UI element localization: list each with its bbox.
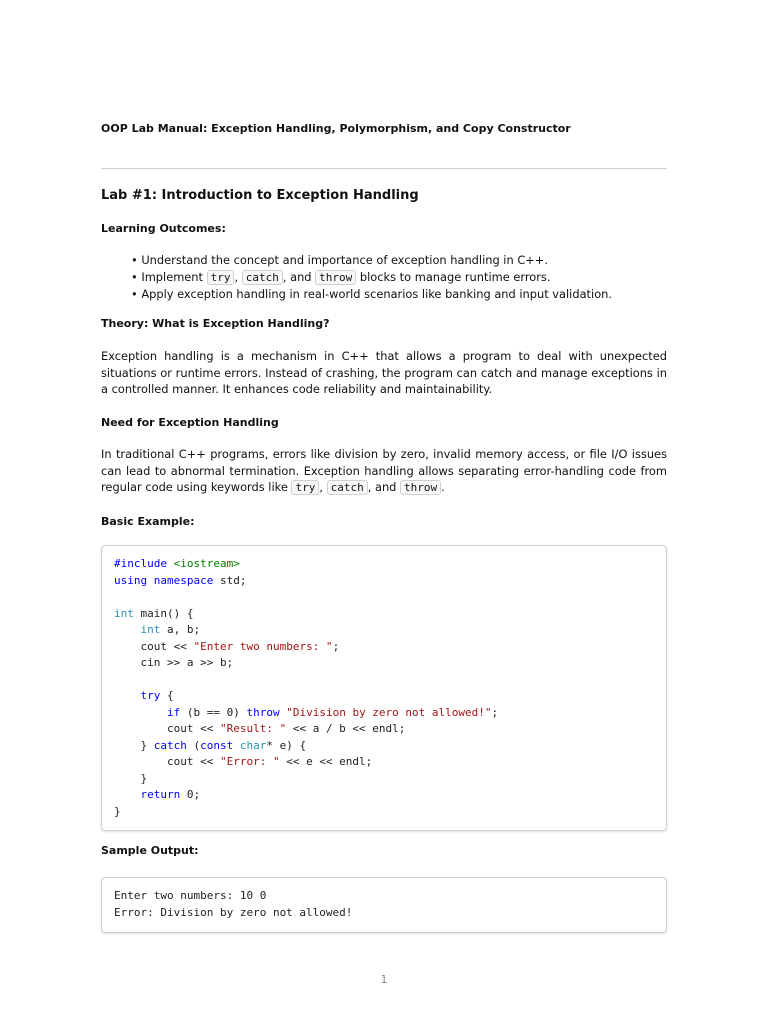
output-line: Enter two numbers: 10 0 <box>114 889 267 902</box>
learning-outcomes-heading: Learning Outcomes: <box>101 222 226 235</box>
inline-code-catch: catch <box>327 480 368 495</box>
page-number: 1 <box>380 973 388 986</box>
inline-code-catch: catch <box>242 270 283 285</box>
lab-heading: Lab #1: Introduction to Exception Handling <box>101 188 419 203</box>
title-divider <box>101 168 667 169</box>
list-item: • Implement try , catch , and throw blocks to manage runtime errors. <box>131 269 551 284</box>
basic-example-heading: Basic Example: <box>101 515 195 528</box>
code-block: #include <iostream> using namespace std; int main() { int a, b; cout << "Enter two numbers: "; cin >> a >> b; try { if (b == 0) throw "Division by zero not allowed!"; cout << "Result: " << a / b << endl; } catch (const char* e) { cout << "Error: " << e << endl; } return 0; } <box>101 545 667 831</box>
need-paragraph: In traditional C++ programs, errors like division by zero, invalid memory access, or file I/O issues can lead to abnormal termination. Exception handling allows separating error-handling code from regular code using keywords like try , catch , and throw . <box>101 447 667 494</box>
output-line: Error: Division by zero not allowed! <box>114 905 353 919</box>
theory-heading: Theory: What is Exception Handling? <box>101 317 330 330</box>
need-heading: Need for Exception Handling <box>101 416 279 429</box>
output-block <box>101 877 667 933</box>
list-item: • Apply exception handling in real-world scenarios like banking and input validation. <box>131 287 612 301</box>
inline-code-throw: throw <box>315 270 356 285</box>
list-item: • Understand the concept and importance of exception handling in C++. <box>131 253 548 267</box>
inline-code-throw: throw <box>400 480 441 495</box>
theory-paragraph: Exception handling is a mechanism in C++ that allows a program to deal with unexpected situations or runtime errors. Instead of crashing, the program can catch and manage exceptions in a controlled manner. It enhances code reliability and maintainability. <box>101 349 667 396</box>
document-title: OOP Lab Manual: Exception Handling, Polymorphism, and Copy Constructor <box>101 122 571 135</box>
learning-outcomes-list <box>131 252 612 303</box>
inline-code-try: try <box>207 270 235 285</box>
inline-code-try: try <box>291 480 319 495</box>
sample-output-heading: Sample Output: <box>101 844 199 857</box>
